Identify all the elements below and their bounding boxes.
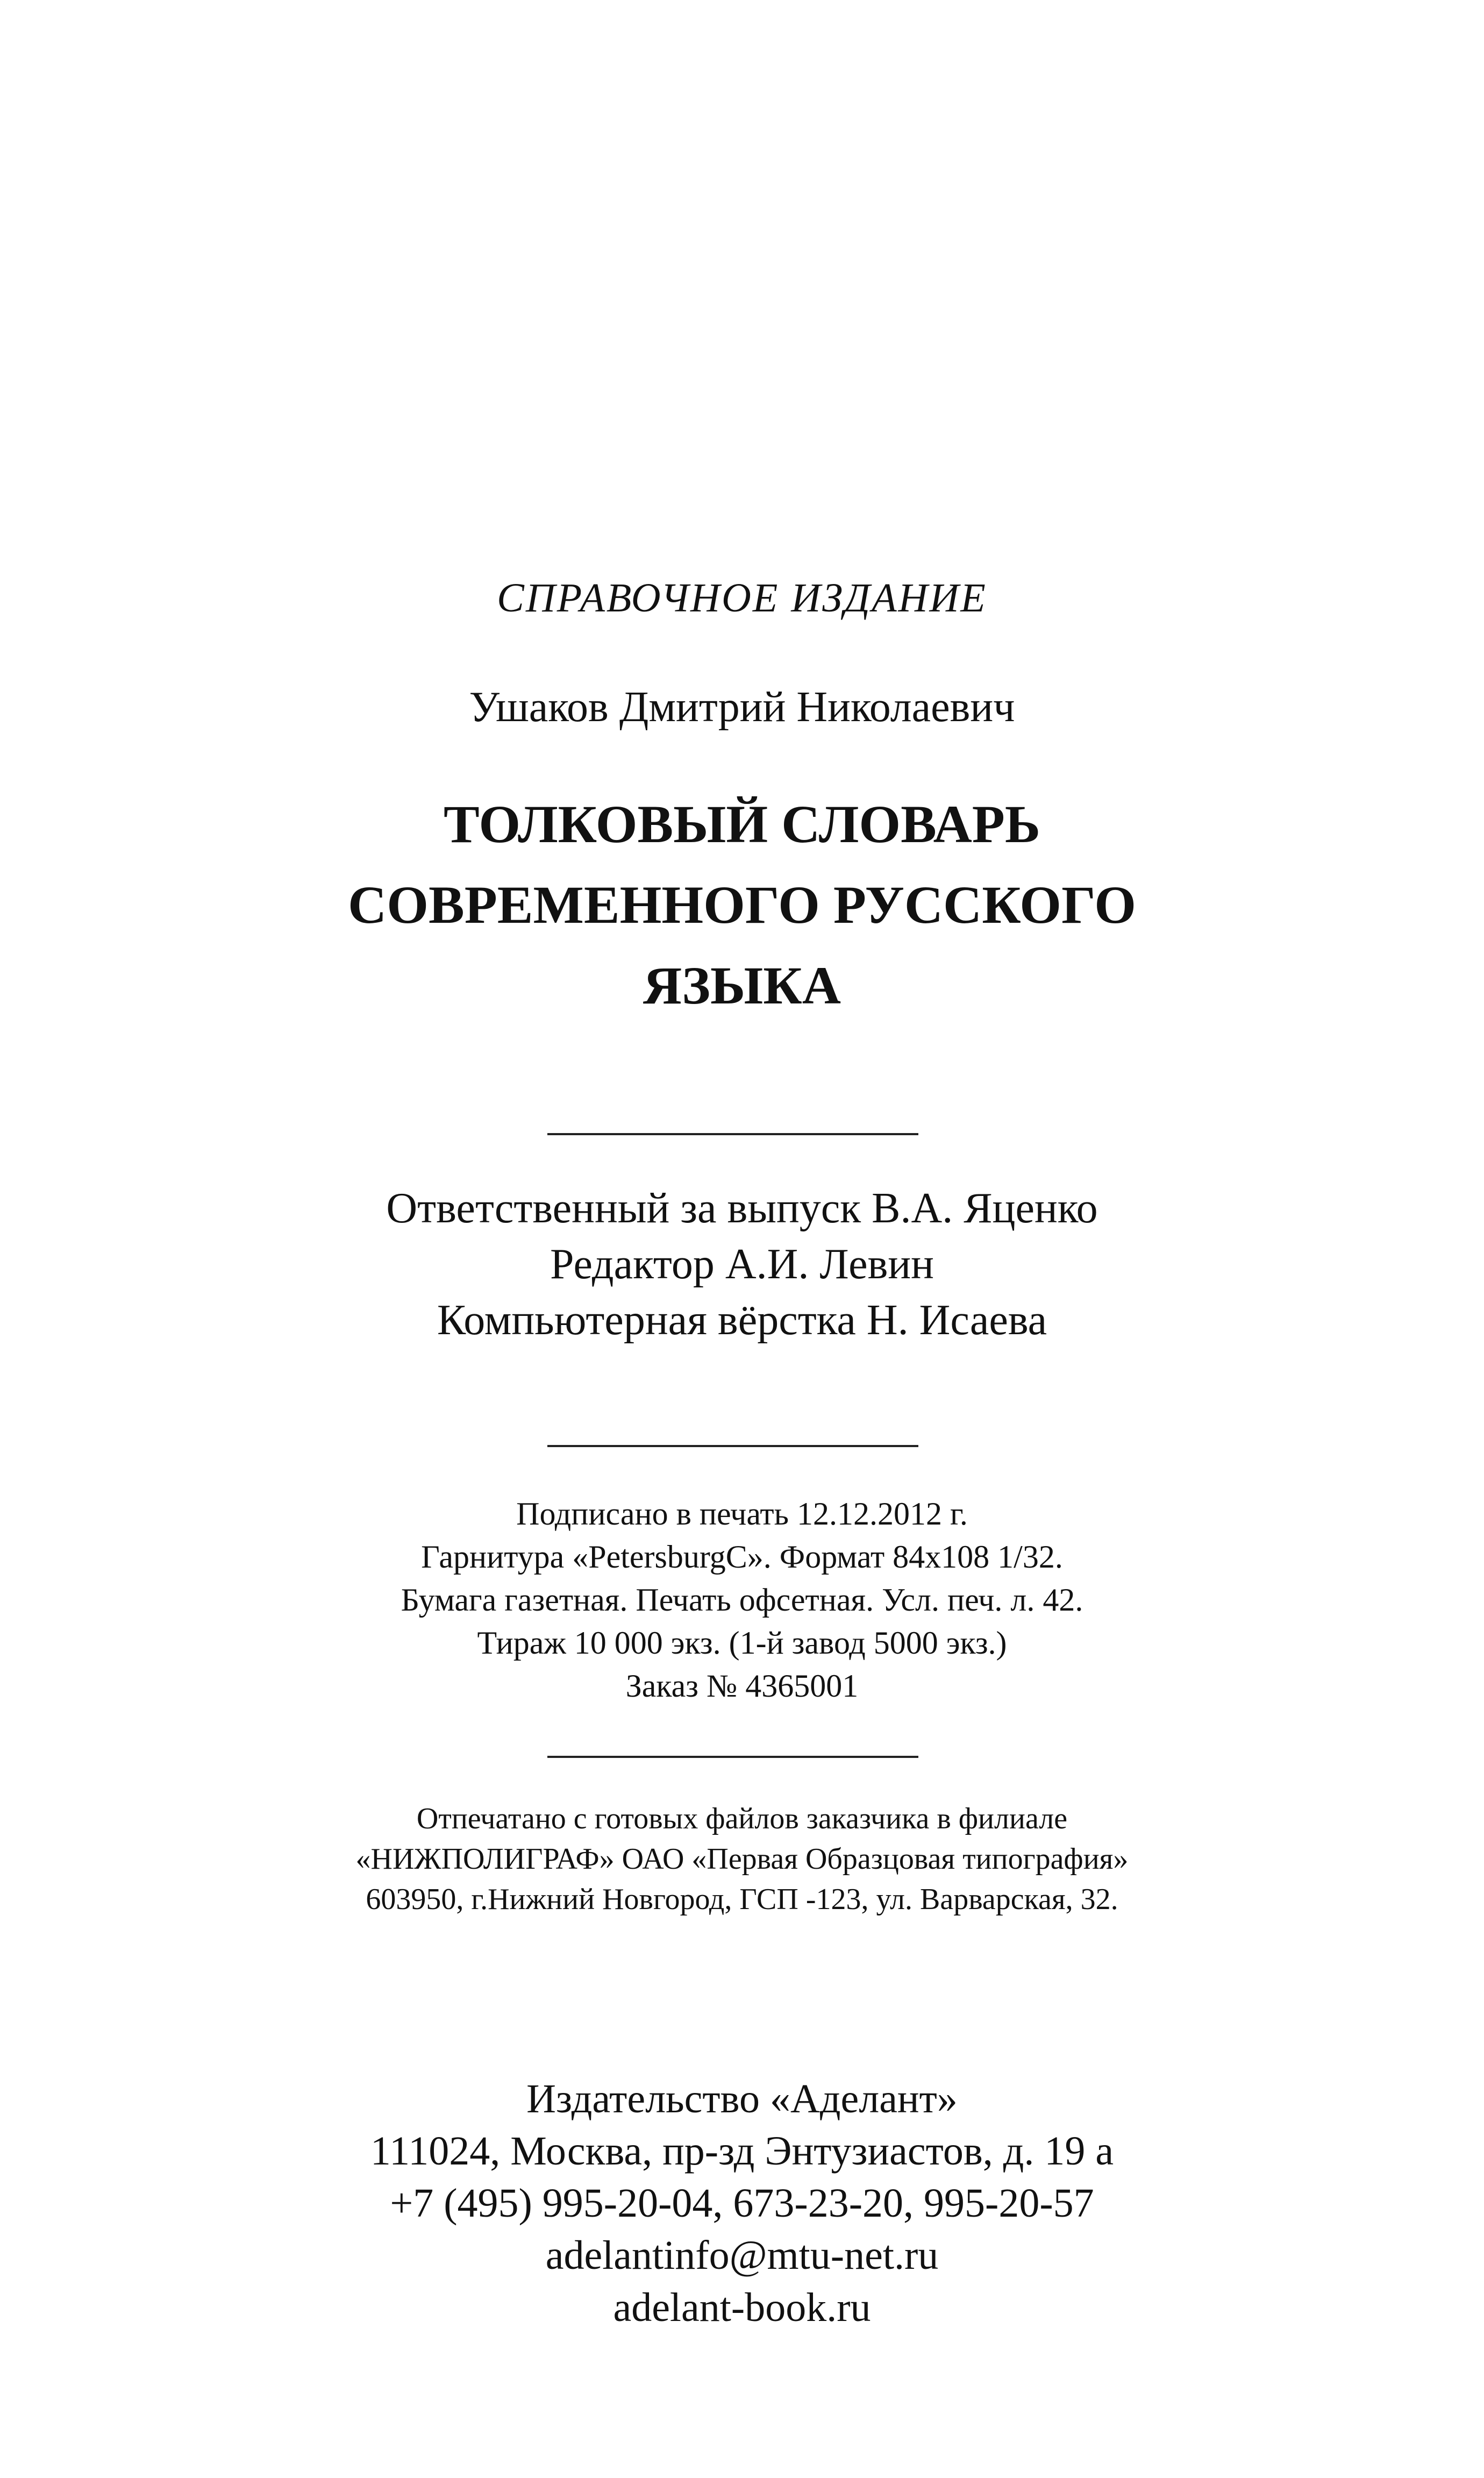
- imprint-line: Бумага газетная. Печать офсетная. Усл. печ. л. 42.: [401, 1582, 1083, 1618]
- credits-block: [0, 1180, 1484, 1348]
- title-line: ТОЛКОВЫЙ СЛОВАРЬ: [443, 794, 1040, 854]
- imprint-line: Заказ № 4365001: [625, 1668, 859, 1704]
- title-line: СОВРЕМЕННОГО РУССКОГО: [348, 875, 1136, 935]
- series-text: СПРАВОЧНОЕ ИЗДАНИЕ: [497, 575, 987, 621]
- imprint-line: Гарнитура «PetersburgC». Формат 84x108 1/32.: [421, 1539, 1063, 1575]
- credit-line: Редактор А.И. Левин: [550, 1241, 934, 1288]
- imprint-block: [0, 1492, 1484, 1707]
- divider-rule: [547, 1445, 918, 1447]
- publisher-name: Издательство «Аделант»: [526, 2076, 958, 2121]
- author-name: [0, 680, 1484, 734]
- printer-line: «НИЖПОЛИГРАФ» ОАО «Первая Образцовая типография»: [355, 1842, 1129, 1876]
- book-title: [0, 784, 1484, 1026]
- divider-rule: [547, 1756, 918, 1758]
- divider-rule: [547, 1133, 918, 1135]
- printer-line: Отпечатано с готовых файлов заказчика в филиале: [416, 1802, 1068, 1835]
- publisher-address: 111024, Москва, пр-зд Энтузиастов, д. 19 а: [370, 2128, 1114, 2174]
- publisher-email: adelantinfo@mtu-net.ru: [545, 2233, 939, 2278]
- credit-line: Ответственный за выпуск В.А. Яценко: [386, 1185, 1098, 1232]
- printer-block: [0, 1799, 1484, 1920]
- imprint-line: Тираж 10 000 экз. (1-й завод 5000 экз.): [477, 1625, 1007, 1661]
- publisher-block: [0, 2073, 1484, 2334]
- imprint-line: Подписано в печать 12.12.2012 г.: [516, 1496, 968, 1532]
- publisher-phones: +7 (495) 995-20-04, 673-23-20, 995-20-57: [390, 2181, 1094, 2226]
- printer-line: 603950, г.Нижний Новгород, ГСП -123, ул. Варварская, 32.: [366, 1883, 1118, 1916]
- publisher-website: adelant-book.ru: [613, 2285, 871, 2330]
- series-label: [0, 571, 1484, 625]
- title-line: ЯЗЫКА: [643, 956, 841, 1015]
- credit-line: Компьютерная вёрстка Н. Исаева: [437, 1297, 1047, 1344]
- author-text: Ушаков Дмитрий Николаевич: [469, 683, 1015, 731]
